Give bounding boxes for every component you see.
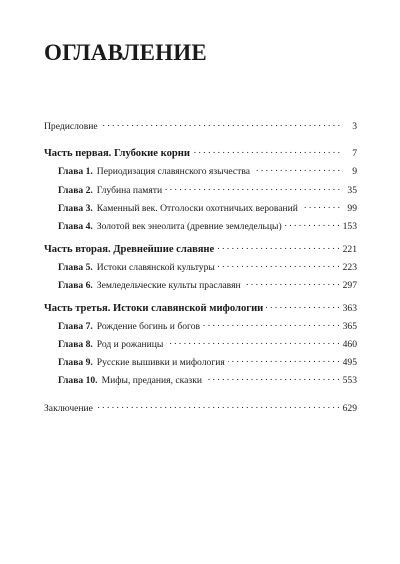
toc-chapter-6[interactable] — [44, 277, 357, 295]
toc-chapter-9[interactable] — [44, 354, 357, 372]
dot-leader — [244, 278, 340, 288]
toc-chapter-number: Глава 8. — [58, 339, 93, 351]
toc-entry-label: Истоки славянской культуры — [96, 261, 215, 273]
toc-chapter-number: Глава 7. — [58, 320, 93, 332]
toc-page-number: 495 — [342, 357, 357, 369]
toc-chapter-5[interactable] — [44, 259, 357, 277]
dot-leader — [301, 201, 340, 211]
dot-leader — [193, 146, 340, 156]
dot-leader — [218, 260, 340, 270]
toc-chapter-number: Глава 10. — [58, 375, 98, 387]
toc-part-1[interactable] — [44, 145, 357, 163]
toc-page-number: 363 — [342, 302, 357, 314]
toc-chapter-number: Глава 2. — [58, 184, 93, 196]
toc-chapter-3[interactable] — [44, 200, 357, 218]
toc-chapter-1[interactable] — [44, 163, 357, 181]
table-of-contents — [44, 118, 357, 418]
toc-chapter-4[interactable] — [44, 218, 357, 236]
dot-leader — [166, 337, 339, 347]
toc-chapter-7[interactable] — [44, 318, 357, 336]
toc-entry-conclusion[interactable] — [44, 400, 357, 418]
toc-entry-label: Предисловие — [44, 121, 98, 132]
dot-leader — [285, 219, 340, 229]
toc-entry-label: Мифы, предания, сказки — [101, 375, 202, 387]
toc-part-label: Часть первая. Глубокие корни — [44, 148, 190, 160]
toc-chapter-number: Глава 1. — [58, 166, 93, 178]
toc-part-label: Часть вторая. Древнейшие славяне — [44, 243, 215, 255]
toc-entry-label: Периодизация славянского язычества — [96, 166, 251, 178]
toc-page-number: 99 — [347, 202, 357, 214]
toc-entry-label: Русские вышивки и мифология — [96, 357, 225, 369]
toc-entry-preface[interactable] — [44, 118, 357, 136]
toc-page-number: 629 — [342, 402, 357, 414]
dot-leader — [253, 164, 340, 174]
toc-chapter-2[interactable] — [44, 182, 357, 200]
toc-part-2[interactable] — [44, 241, 357, 259]
toc-page-number: 7 — [352, 148, 357, 160]
toc-page-number: 153 — [342, 220, 357, 232]
toc-page-number: 297 — [342, 280, 357, 291]
toc-entry-label: Каменный век. Отголоски охотничьих верований — [96, 202, 298, 214]
toc-entry-label: Золотой век энеолита (древние земледельцы) — [96, 220, 282, 232]
toc-page-number: 35 — [347, 184, 357, 196]
toc-page-number: 460 — [342, 339, 357, 351]
toc-entry-label: Заключение — [44, 402, 93, 414]
toc-chapter-8[interactable] — [44, 336, 357, 354]
toc-entry-label: Земледельческие культы праславян — [96, 280, 241, 291]
toc-page-number: 553 — [342, 375, 357, 387]
toc-page-number: 221 — [342, 243, 357, 255]
dot-leader — [96, 401, 340, 411]
toc-chapter-number: Глава 6. — [58, 280, 93, 291]
toc-part-label: Часть третья. Истоки славянской мифологии — [44, 302, 264, 314]
toc-page-number: 3 — [352, 121, 357, 132]
toc-entry-label: Рождение богинь и богов — [96, 320, 201, 332]
toc-page-number: 365 — [342, 320, 357, 332]
dot-leader — [205, 373, 340, 383]
dot-leader — [266, 301, 339, 311]
page-title: ОГЛАВЛЕНИЕ — [44, 40, 207, 65]
dot-leader — [165, 183, 340, 193]
toc-chapter-number: Глава 3. — [58, 202, 93, 214]
dot-leader — [228, 355, 340, 365]
dot-leader — [217, 242, 339, 252]
dot-leader — [101, 119, 340, 129]
toc-chapter-number: Глава 4. — [58, 220, 93, 232]
toc-entry-label: Род и рожаницы — [96, 339, 164, 351]
toc-chapter-number: Глава 9. — [58, 357, 93, 369]
toc-page-number: 9 — [352, 166, 357, 178]
toc-chapter-number: Глава 5. — [58, 261, 93, 273]
toc-chapter-10[interactable] — [44, 372, 357, 390]
toc-entry-label: Глубина памяти — [96, 184, 163, 196]
dot-leader — [203, 319, 340, 329]
toc-part-3[interactable] — [44, 300, 357, 318]
toc-page-number: 223 — [342, 261, 357, 273]
